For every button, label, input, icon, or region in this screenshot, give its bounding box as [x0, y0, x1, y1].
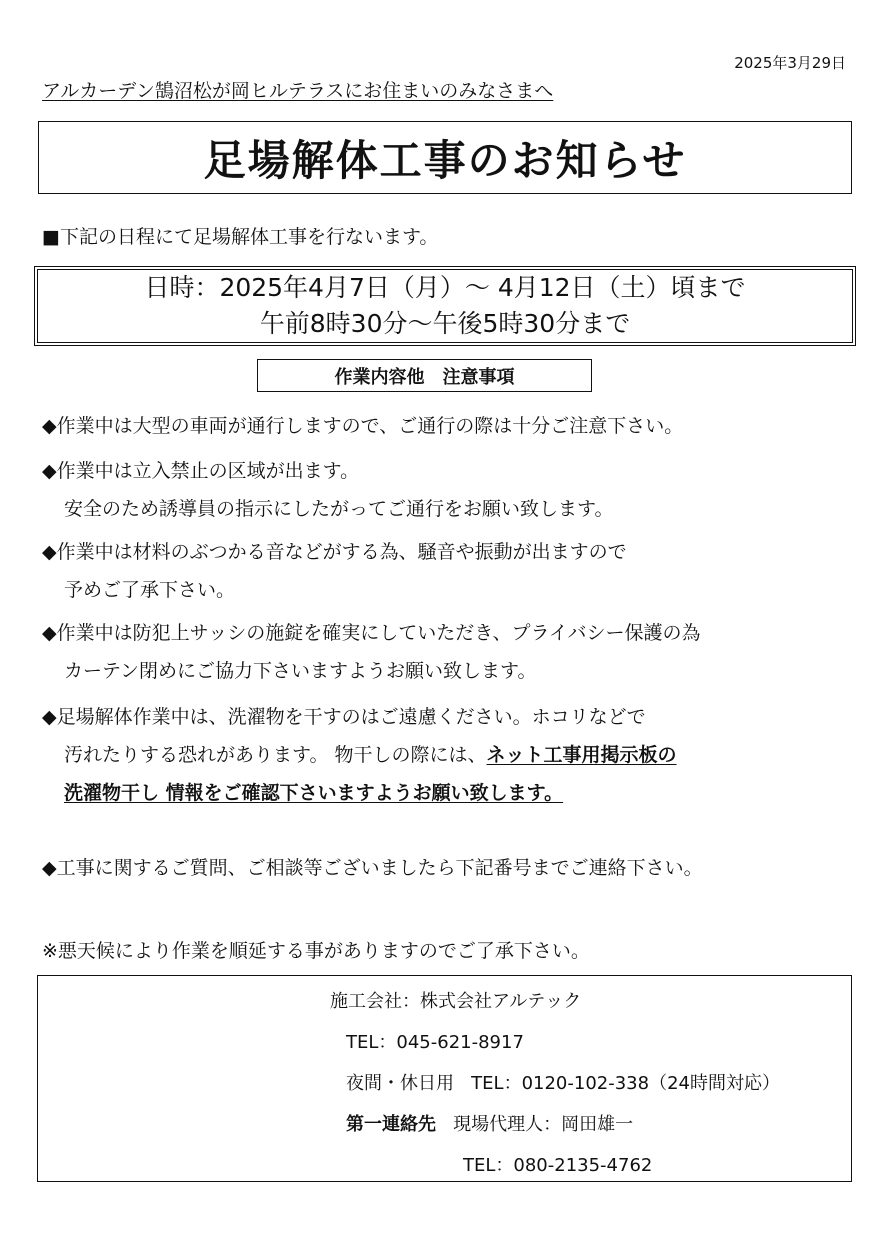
contact-first-label: 第一連絡先: [346, 1114, 436, 1135]
notice-date: 2025年3月29日: [734, 54, 846, 72]
note-laundry: [42, 698, 677, 812]
note-text-cont: [42, 774, 677, 812]
contact-first: [346, 1110, 633, 1136]
page-title: 足場解体工事のお知らせ: [203, 135, 687, 185]
contact-night-label: 夜間・休日用: [346, 1073, 454, 1094]
note-text-cont: 予めご了承下さい。: [64, 579, 236, 601]
addressee: アルカーデン鵠沼松が岡ヒルテラスにお住まいのみなさまへ: [42, 80, 554, 102]
schedule-dates: 日時：2025年4月7日（月）～ 4月12日（土）頃まで: [144, 273, 746, 302]
title-box: [38, 121, 852, 194]
schedule-box: [34, 266, 856, 346]
note-text-cont: 安全のため誘導員の指示にしたがってご通行をお願い致します。: [64, 498, 614, 520]
note-text: ◆作業中は立入禁止の区域が出ます。: [42, 460, 360, 482]
contact-night-tel: TEL：0120-102-338（24時間対応）: [471, 1073, 780, 1094]
contact-company: 施工会社：株式会社アルテック: [330, 991, 582, 1012]
note-weather: [42, 932, 590, 970]
note-text: ◆作業中は材料のぶつかる音などがする為、騒音や振動が出ますので: [42, 541, 627, 563]
note-text: ◆工事に関するご質問、ご相談等ございましたら下記番号までご連絡下さい。: [42, 857, 703, 879]
contact-agent-tel: TEL：080-2135-4762: [463, 1155, 653, 1176]
note-inquiries: [42, 849, 703, 887]
note-vehicles: [42, 407, 683, 445]
intro-text: ■下記の日程にて足場解体工事を行ないます。: [42, 226, 439, 248]
note-restricted-area: [42, 452, 613, 528]
contact-night: [346, 1069, 780, 1095]
note-text-cont: [42, 736, 677, 774]
note-text-cont: カーテン閉めにご協力下さいますようお願い致します。: [64, 660, 537, 682]
notes-heading: [257, 359, 592, 392]
schedule-hours: 午前8時30分～午後5時30分まで: [259, 309, 631, 338]
contact-agent: 現場代理人：岡田雄一: [453, 1114, 634, 1135]
notes-heading-label: 作業内容他 注意事項: [334, 366, 515, 388]
note-text-underlined: ネット工事用掲示板の: [486, 744, 677, 766]
note-text-plain: 汚れたりする恐れがあります。 物干しの際には、: [64, 744, 487, 766]
note-noise: [42, 533, 627, 609]
note-text: ◆作業中は大型の車両が通行しますので、ご通行の際は十分ご注意下さい。: [42, 415, 684, 437]
note-text-underlined: 洗濯物干し 情報をご確認下さいますようお願い致します。: [64, 782, 564, 804]
note-text: ※悪天候により作業を順延する事がありますのでご了承下さい。: [42, 940, 590, 962]
contact-box: [37, 975, 852, 1182]
contact-tel: TEL：045-621-8917: [346, 1032, 524, 1053]
note-text: ◆足場解体作業中は、洗濯物を干すのはご遠慮ください。ホコリなどで: [42, 706, 646, 728]
note-text: ◆作業中は防犯上サッシの施錠を確実にしていただき、プライバシー保護の為: [42, 622, 701, 644]
note-security: [42, 614, 701, 690]
